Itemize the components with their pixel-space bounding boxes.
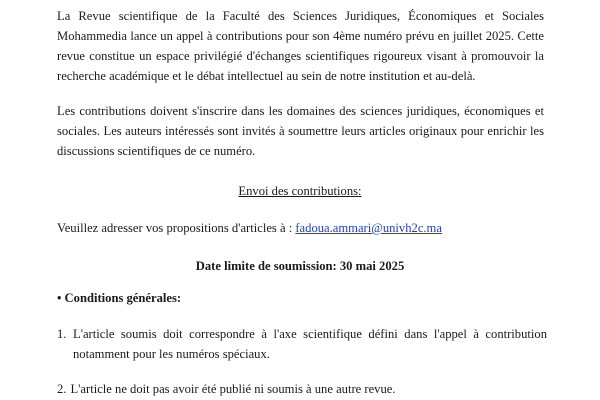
- deadline-text: Date limite de soumission: 30 mai 2025: [195, 259, 405, 273]
- condition-item: [57, 324, 547, 364]
- condition-text: L'article soumis doit correspondre à l'axe scientifique défini dans l'appel à contribution notamment pour les numéros spéciaux.: [73, 327, 547, 361]
- email-link[interactable]: fadoua.ammari@univh2c.ma: [295, 221, 442, 235]
- submission-heading: Envoi des contributions:: [238, 184, 362, 198]
- conditions-title: • Conditions générales:: [57, 291, 182, 305]
- intro-paragraph: La Revue scientifique de la Faculté des Sciences Juridiques, Économiques et Sociales Mohammedia lance un appel à contributions pour son 4ème numéro prévu en juillet 2025. Cette revue constitue un espace privilégié d'échanges scientifiques rigoureux visant à promouvoir la recherche académique et le débat intellectuel au sein de notre institution et au-delà.: [57, 9, 544, 83]
- condition-text: L'article ne doit pas avoir été publié ni soumis à une autre revue.: [70, 382, 396, 396]
- condition-item: [57, 379, 547, 399]
- condition-number: 2.: [57, 382, 67, 396]
- contact-line: [57, 218, 442, 238]
- scope-paragraph: Les contributions doivent s'inscrire dans les domaines des sciences juridiques, économiques et sociales. Les auteurs intéressés sont invités à soumettre leurs articles originaux pour enrichir les discussions scientifiques de ce numéro.: [57, 104, 544, 158]
- condition-number: 1.: [57, 327, 67, 341]
- contact-text: Veuillez adresser vos propositions d'articles à :: [57, 221, 293, 235]
